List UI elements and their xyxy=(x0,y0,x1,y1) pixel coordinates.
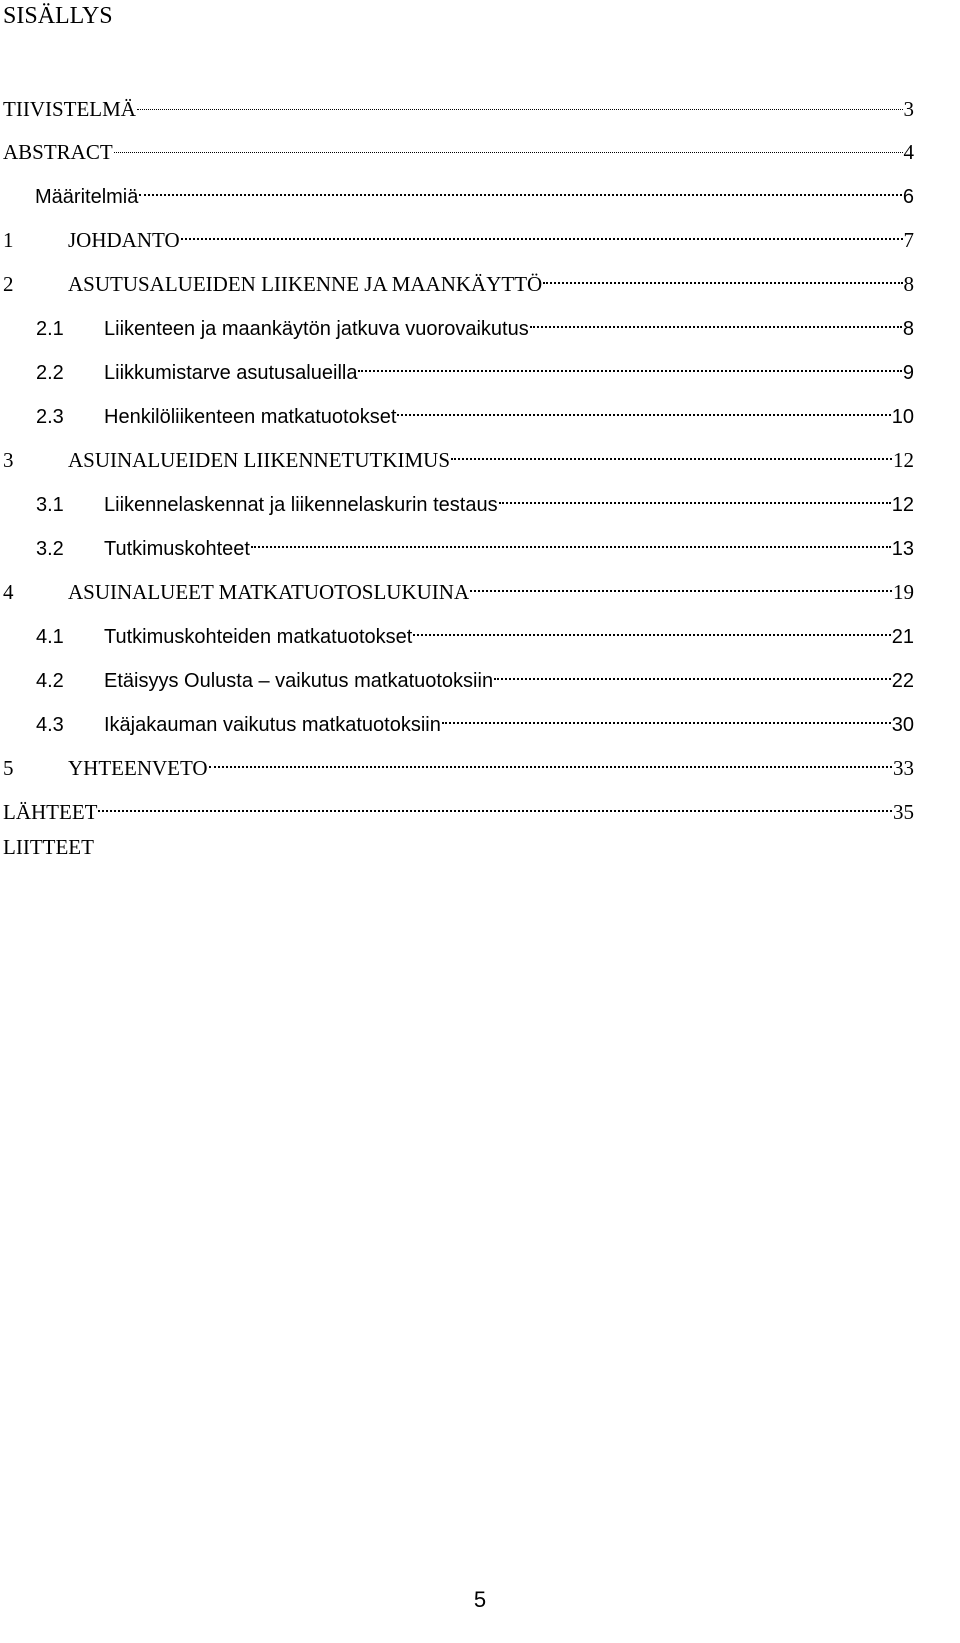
toc-entry-number: 5 xyxy=(3,756,14,780)
toc-leader xyxy=(413,611,890,643)
toc-entry-number: 3 xyxy=(3,448,14,472)
toc-entry-label: Liikenteen ja maankäytön jatkuva vuorovaikutus xyxy=(104,318,529,340)
toc-entry-number: 4.2 xyxy=(36,670,64,692)
toc-entry-label: Henkilöliikenteen matkatuotokset xyxy=(104,406,397,428)
toc-entry-page: 10 xyxy=(891,406,914,428)
toc-leader xyxy=(181,215,903,247)
toc-entry-page: 35 xyxy=(893,800,914,824)
page-number: 5 xyxy=(473,1587,487,1612)
toc-leader xyxy=(494,655,891,687)
toc-entry-label: Tutkimuskohteiden matkatuotokset xyxy=(104,626,413,648)
toc-leader xyxy=(499,479,891,511)
toc-entry xyxy=(36,655,914,692)
toc-entry-number: 2.3 xyxy=(36,406,64,428)
toc-leader xyxy=(114,127,903,159)
toc-entry xyxy=(3,831,914,863)
toc-entry-number: 4.3 xyxy=(36,714,64,736)
toc-leader xyxy=(397,391,890,423)
toc-entry xyxy=(36,347,914,384)
toc-entry xyxy=(3,215,914,252)
toc-entry-page: 22 xyxy=(891,670,914,692)
toc-entry-label: LÄHTEET xyxy=(3,800,98,824)
toc-entry-number: 3.2 xyxy=(36,538,64,560)
toc-entry-page: 4 xyxy=(903,140,914,164)
toc-entry-page: 8 xyxy=(902,318,914,340)
toc-entry-page: 30 xyxy=(891,714,914,736)
toc-entry-number: 4 xyxy=(3,580,14,604)
toc-entry-page: 8 xyxy=(903,272,914,296)
toc-entry xyxy=(3,127,914,164)
toc-entry xyxy=(35,171,914,208)
toc-entry-number: 3.1 xyxy=(36,494,64,516)
toc-entry-page: 7 xyxy=(903,228,914,252)
toc-entry xyxy=(36,699,914,736)
toc-leader xyxy=(137,84,903,116)
toc-leader xyxy=(139,171,902,203)
toc-entry-label: Ikäjakauman vaikutus matkatuotoksiin xyxy=(104,714,441,736)
toc-entry-page: 12 xyxy=(891,494,914,516)
toc-entry-label: Liikkumistarve asutusalueilla xyxy=(104,362,358,384)
toc-entry-label: ASUINALUEET MATKATUOTOSLUKUINA xyxy=(68,580,470,604)
toc-entry xyxy=(3,567,914,604)
toc-entry xyxy=(3,743,914,780)
toc-leader xyxy=(543,259,902,291)
toc-leader xyxy=(98,787,892,819)
toc-entry xyxy=(3,435,914,472)
toc-entry xyxy=(36,479,914,516)
toc-entry xyxy=(36,611,914,648)
toc-entry-page: 3 xyxy=(903,97,914,121)
toc-entry xyxy=(36,523,914,560)
toc-entry-label: JOHDANTO xyxy=(68,228,180,252)
toc-entry-label: ASUTUSALUEIDEN LIIKENNE JA MAANKÄYTTÖ xyxy=(68,272,543,296)
toc-entry xyxy=(36,391,914,428)
toc-entry-label: ABSTRACT xyxy=(3,140,113,164)
toc-entry-page: 12 xyxy=(893,448,914,472)
toc-leader xyxy=(442,699,891,731)
toc-entry-label: LIITTEET xyxy=(3,835,94,859)
toc-entry-number: 4.1 xyxy=(36,626,64,648)
toc-leader xyxy=(209,743,892,775)
toc-entry-page: 6 xyxy=(902,186,914,208)
toc-entry-page: 19 xyxy=(893,580,914,604)
toc-entry xyxy=(3,84,914,121)
toc-entry-page: 13 xyxy=(891,538,914,560)
toc-leader xyxy=(530,303,902,335)
toc-entry-label: Liikennelaskennat ja liikennelaskurin testaus xyxy=(104,494,498,516)
toc-entry-label: Määritelmiä xyxy=(35,186,139,208)
toc-leader xyxy=(358,347,901,379)
toc-entry-number: 2.2 xyxy=(36,362,64,384)
toc-entry xyxy=(36,303,914,340)
toc-entry-number: 2 xyxy=(3,272,14,296)
toc-entry-label: TIIVISTELMÄ xyxy=(3,97,136,121)
page-number-footer xyxy=(0,1585,960,1615)
toc-entry-label: Etäisyys Oulusta – vaikutus matkatuotoksiin xyxy=(104,670,494,692)
toc-entry-page: 21 xyxy=(891,626,914,648)
toc-entry-page: 9 xyxy=(902,362,914,384)
toc-entry xyxy=(3,787,914,824)
toc-entry-label: ASUINALUEIDEN LIIKENNETUTKIMUS xyxy=(68,448,451,472)
toc-leader xyxy=(451,435,892,467)
toc-entry-page: 33 xyxy=(893,756,914,780)
toc-entry-number: 1 xyxy=(3,228,14,252)
toc-leader xyxy=(251,523,891,555)
page-title: SISÄLLYS xyxy=(3,3,113,29)
toc-entry-label: YHTEENVETO xyxy=(68,756,208,780)
toc-entry-number: 2.1 xyxy=(36,318,64,340)
toc-leader xyxy=(470,567,892,599)
toc-entry-label: Tutkimuskohteet xyxy=(104,538,250,560)
toc-entry xyxy=(3,259,914,296)
